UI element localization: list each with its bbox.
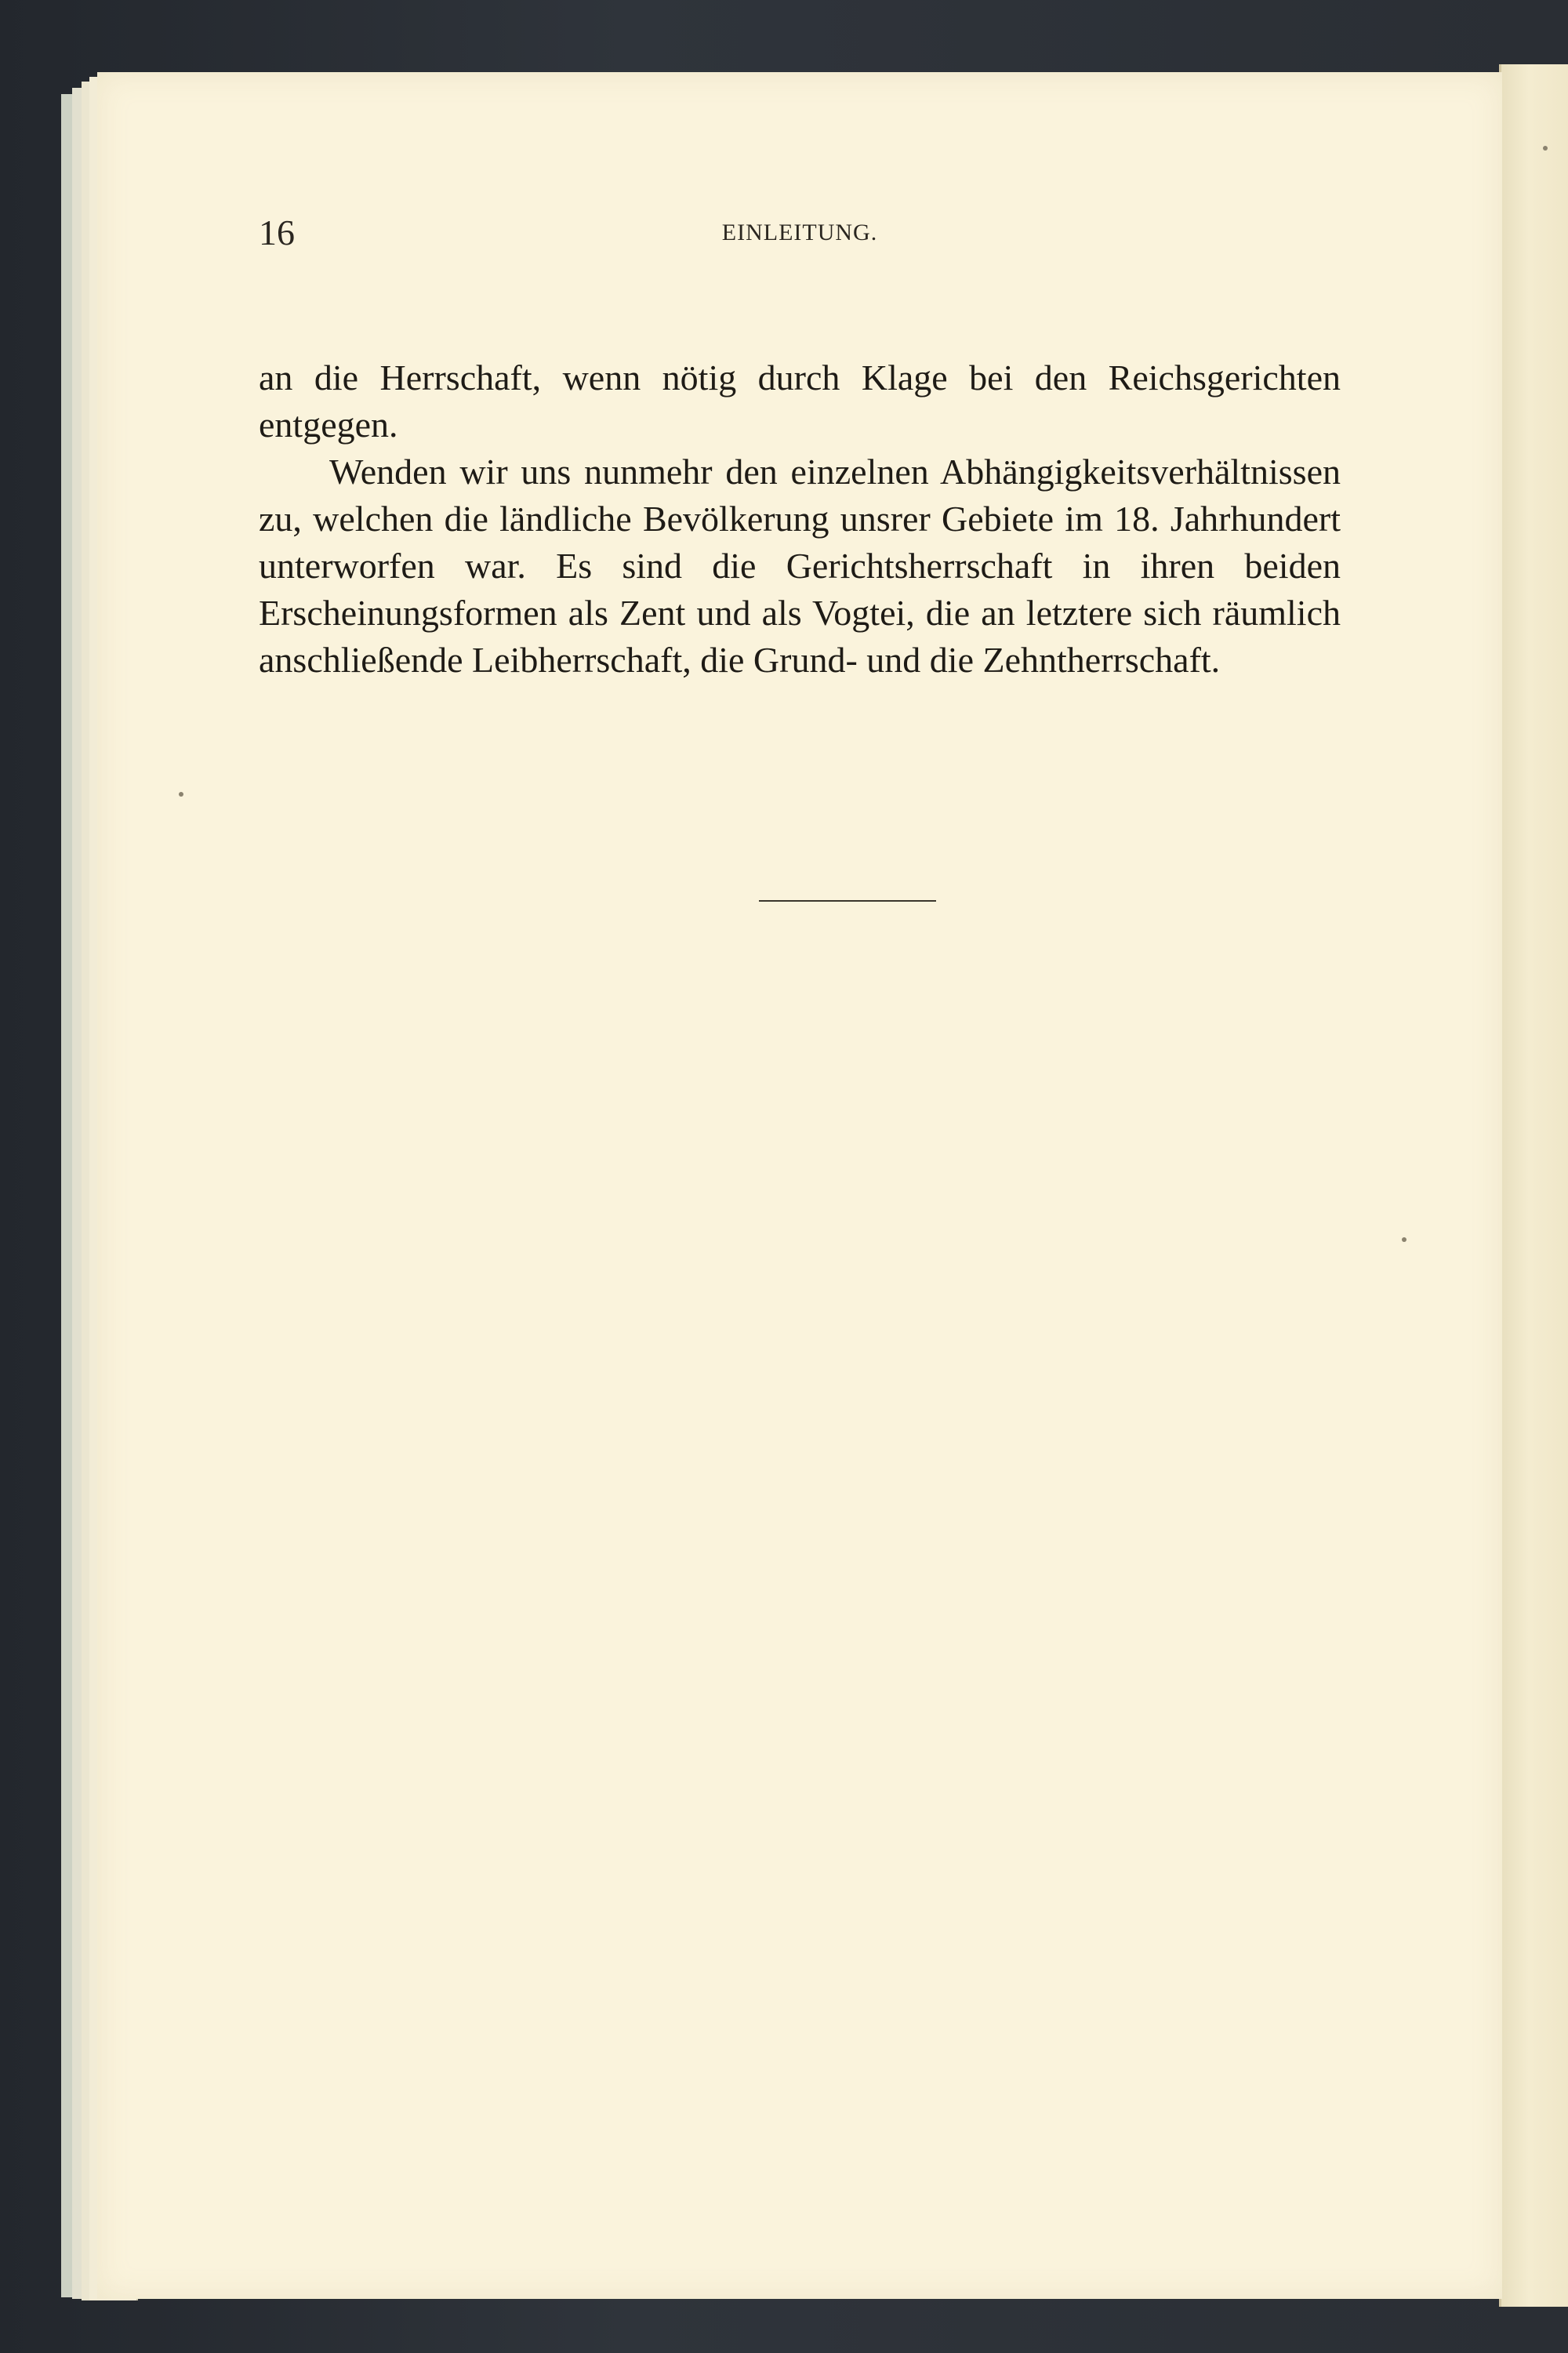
paper-speck: [1543, 146, 1548, 151]
section-rule: [759, 900, 936, 902]
paragraph: an die Herrschaft, wenn nötig durch Klage bei den Reichsgerichten entgegen.: [259, 358, 1341, 445]
paper-speck: [1402, 1237, 1406, 1242]
page-number: 16: [259, 212, 295, 252]
book-gutter: [1499, 64, 1568, 2307]
paragraph: Wenden wir uns nunmehr den einzelnen Abhängigkeitsverhältnissen zu, welchen die ländliche Bevölkerung unsrer Gebiete im 18. Jahrhundert unterworfen war. Es sind die Gerichtsherrschaft in ihren beiden Erscheinungsformen als Zent und als Vogtei, die an letztere sich räumlich anschließende Leibherrschaft, die Grund- und die Zehntherrschaft.: [259, 452, 1341, 680]
running-head: EINLEITUNG.: [721, 220, 878, 245]
page-body: [259, 354, 1341, 684]
paper-speck: [179, 792, 183, 797]
page-header: [259, 212, 1341, 259]
